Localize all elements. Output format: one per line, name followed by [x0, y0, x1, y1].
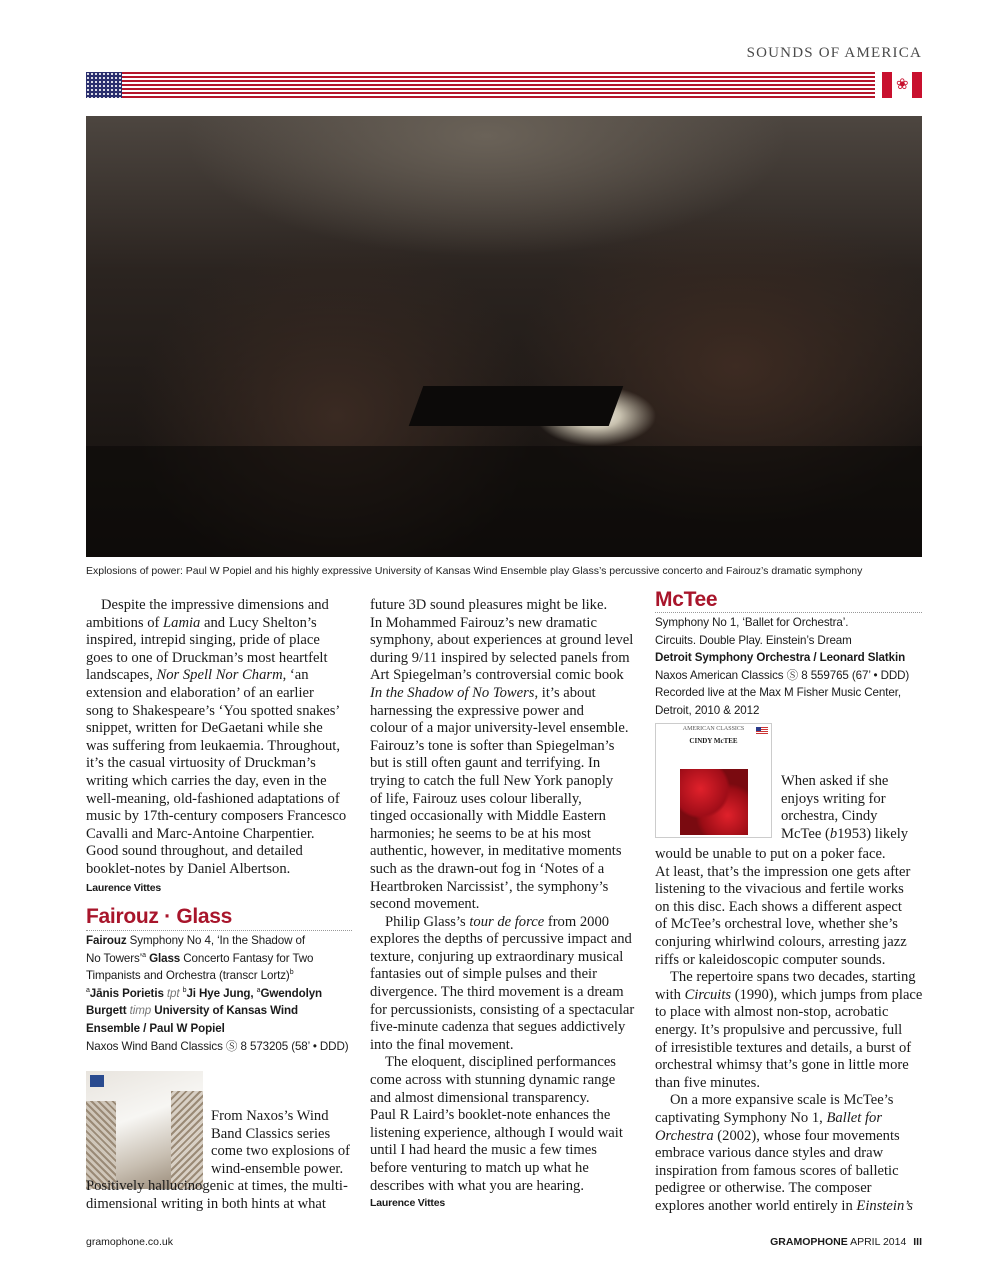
text-line: [86, 808, 346, 826]
italic-text: Nor Spell Nor Charm: [156, 667, 283, 684]
fairouz-album-cover: [86, 1071, 203, 1189]
text-line: [655, 934, 922, 952]
text: of irresistible textures and details, a burst of: [655, 1039, 912, 1056]
bold-text: University of Kansas Wind: [154, 1004, 298, 1018]
text: enjoys writing for: [781, 790, 886, 807]
review-paragraph: [370, 1054, 634, 1195]
text-line: [655, 969, 922, 987]
text: (2002), whose four movements: [713, 1127, 900, 1144]
us-flag-stripes: [86, 72, 875, 98]
text: Paul R Laird’s booklet-note enhances the: [370, 1107, 611, 1124]
text: harmonies; he seems to be at his most: [370, 825, 591, 842]
text: and almost dimensional transparency.: [370, 1089, 590, 1106]
text-line: [370, 703, 634, 721]
text: Symphony No 4, ‘In the Shadow of: [126, 934, 305, 947]
reviewer-byline: Laurence Vittes: [370, 1197, 446, 1210]
italic-text: Circuits: [684, 986, 732, 1003]
text-line: [370, 685, 634, 703]
text-line: [86, 738, 346, 756]
text: Cavalli and Marc-Antoine Charpentier.: [86, 825, 315, 842]
text: of life, Fairouz uses colour liberally,: [370, 790, 582, 807]
italic-text: Einstein’s: [856, 1197, 913, 1214]
text-line: [655, 1040, 922, 1058]
text: listening to the vivacious and fertile works: [655, 881, 904, 898]
text: energy. It’s propulsive and percussive, full: [655, 1021, 903, 1038]
review-heading-fairouz-glass: Fairouz · Glass: [86, 905, 233, 928]
text: well-meaning, old-fashioned adaptations of: [86, 790, 340, 807]
superscript: b: [289, 969, 294, 977]
text-line: [655, 614, 909, 632]
text: dimensional writing in both hints at what: [86, 1195, 326, 1212]
text: Positively hallucinogenic at times, the multi-: [86, 1178, 348, 1194]
text-line: [655, 1145, 922, 1163]
text: embrace various dance styles and draw: [655, 1145, 884, 1162]
text-line: [370, 1037, 634, 1055]
text: describes with what you are hearing.: [370, 1177, 584, 1194]
text-line: [370, 1178, 634, 1196]
text: , ‘an: [282, 667, 309, 684]
text: second movement.: [370, 896, 480, 913]
text: The eloquent, disciplined performances: [385, 1054, 616, 1071]
text: Naxos American Classics Ⓢ 8 559765 (67’ • DDD): [655, 668, 910, 682]
text-line: [655, 649, 909, 667]
text: wind-ensemble power.: [211, 1160, 344, 1177]
text: during 9/11 inspired by selected panels from: [370, 649, 630, 666]
text-line: [655, 987, 922, 1005]
text: music by 17th-century composers Francesco: [86, 808, 347, 825]
text: ambitions of: [86, 614, 164, 631]
text: was suffering from leukaemia. Throughout,: [86, 737, 340, 754]
text-line: [86, 632, 346, 650]
reviewer-byline: Laurence Vittes: [86, 882, 162, 894]
text: Band Classics series: [211, 1125, 331, 1142]
text-line: [86, 720, 346, 738]
instrument-abbrev: timp: [129, 1004, 152, 1018]
text-line: [655, 1198, 922, 1216]
text-line: [370, 1107, 634, 1125]
text: it’s the casual virtuosity of Druckman’s: [86, 755, 316, 772]
italic-text: In the Shadow of No Towers: [370, 684, 535, 701]
review-paragraph-wrapped: [781, 773, 908, 843]
text-line: [655, 667, 909, 685]
review-paragraph: [86, 597, 346, 879]
text: symphony, about experiences at ground level: [370, 632, 634, 649]
text-line: [370, 879, 634, 897]
page-number: III: [913, 1236, 922, 1248]
bold-text: Gwendolyn: [260, 986, 323, 1000]
text-line: [655, 684, 909, 702]
italic-text: Ballet for: [826, 1109, 883, 1126]
bold-text: Fairouz: [86, 934, 127, 947]
text: with: [655, 986, 685, 1003]
instrument-abbrev: tpt: [166, 986, 180, 1000]
text-line: [781, 808, 908, 826]
text-line: [655, 1075, 922, 1093]
text-line: [370, 738, 634, 756]
text: until I had heard the music a few times: [370, 1142, 597, 1159]
text-line: [655, 864, 922, 882]
text: explores another world entirely in: [655, 1197, 857, 1214]
us-flag-canton-icon: [86, 72, 122, 98]
text: such as the drawn-out fog in ‘Notes of a: [370, 860, 605, 877]
text: When asked if she: [781, 773, 889, 789]
text: tinged occasionally with Middle Eastern: [370, 808, 606, 825]
text-line: [86, 826, 346, 844]
review-heading-mctee: McTee: [655, 588, 718, 611]
text: Naxos Wind Band Classics Ⓢ 8 573205 (58’ • DDD): [86, 1039, 349, 1053]
text-line: [86, 1002, 348, 1020]
text: Good sound throughout, and detailed: [86, 843, 303, 860]
superscript: b: [182, 986, 187, 994]
text: conjuring whirlwind colours, arresting jazz: [655, 933, 907, 950]
text: riffs or kaleidoscopic computer sounds.: [655, 951, 886, 968]
text: explores the depths of percussive impact and: [370, 931, 632, 948]
text: booklet-notes by Daniel Albertson.: [86, 860, 291, 877]
text-line: [655, 1180, 922, 1198]
text: Art Spiegelman’s controversial comic book: [370, 667, 624, 684]
text: texture, conjuring up extraordinary musical: [370, 948, 624, 965]
text: harnessing the expressive power and: [370, 702, 584, 719]
text: Detroit, 2010 & 2012: [655, 703, 760, 717]
text-line: [370, 931, 634, 949]
text-line: [211, 1108, 350, 1126]
text-line: [655, 916, 922, 934]
section-title: SOUNDS OF AMERICA: [746, 45, 922, 61]
text-line: [370, 1125, 634, 1143]
text-line: [86, 1020, 348, 1038]
text: song to Shakespeare’s ‘You spotted snakes’: [86, 702, 341, 719]
bold-text: Ji Hye Jung,: [186, 986, 257, 1000]
text-line: [655, 952, 922, 970]
text-line: [370, 914, 634, 932]
text-line: [86, 1178, 348, 1196]
text: would be unable to put on a poker face.: [655, 846, 886, 862]
text-line: [370, 966, 634, 984]
text: inspiration from famous scores of balletic: [655, 1162, 899, 1179]
text-line: [370, 861, 634, 879]
text-line: [370, 667, 634, 685]
text-line: [211, 1161, 350, 1179]
text-line: [370, 896, 634, 914]
text-line: [370, 1019, 634, 1037]
canadian-flag-icon: ❀: [882, 72, 922, 98]
text-line: [655, 1163, 922, 1181]
text-line: [86, 985, 348, 1003]
text: Despite the impressive dimensions and: [101, 597, 329, 613]
text-line: [86, 667, 346, 685]
text: Circuits. Double Play. Einstein’s Dream: [655, 633, 852, 647]
text-line: [370, 1090, 634, 1108]
text-line: [370, 843, 634, 861]
text: 1953) likely: [837, 825, 909, 842]
text: future 3D sound pleasures might be like.: [370, 597, 608, 613]
review-paragraph: [655, 969, 922, 1092]
text-line: [370, 773, 634, 791]
text: inspired, intrepid singing, pride of place: [86, 632, 320, 649]
text-line: [655, 1110, 922, 1128]
text-line: [655, 1022, 922, 1040]
bold-text: Burgett: [86, 1004, 127, 1018]
footer-folio: [770, 1236, 922, 1248]
text: and Lucy Shelton’s: [200, 614, 317, 631]
text-line: [86, 773, 346, 791]
heading-divider: [86, 930, 352, 931]
text: Symphony No 1, ‘Ballet for Orchestra’.: [655, 616, 849, 629]
cover-series: AMERICAN CLASSICS: [682, 726, 745, 732]
text: goes to one of Druckman’s most heartfelt: [86, 649, 328, 666]
text-line: [86, 597, 346, 615]
footer-site: gramophone.co.uk: [86, 1236, 173, 1248]
text: on this disc. Each shows a different aspect: [655, 898, 902, 915]
text-line: [370, 949, 634, 967]
text-line: [370, 1142, 634, 1160]
text: The repertoire spans two decades, starting: [670, 969, 916, 986]
text: Concerto Fantasy for Two: [180, 951, 314, 965]
text-line: [211, 1126, 350, 1144]
text-line: [86, 685, 346, 703]
text: authentic, however, in meditative moments: [370, 843, 622, 860]
text: of McTee’s orchestral love, whether she’s: [655, 916, 898, 933]
text-line: [370, 791, 634, 809]
text: From Naxos’s Wind: [211, 1108, 329, 1124]
footer-issue: APRIL 2014: [850, 1236, 907, 1248]
text-line: [370, 1002, 634, 1020]
fairouz-headnote: [86, 932, 348, 1055]
text-line: [86, 967, 348, 985]
superscript: a: [142, 951, 146, 959]
text: , it’s about: [534, 684, 596, 701]
text-line: [211, 1143, 350, 1161]
text: (1990), which jumps from place: [731, 986, 923, 1003]
text-line: [86, 703, 346, 721]
text: listening experience, although I would wait: [370, 1124, 623, 1141]
text-line: [370, 632, 634, 650]
review-paragraph: [655, 1092, 922, 1215]
italic-text: tour de force: [469, 913, 545, 930]
review-paragraph: [370, 597, 634, 914]
text: than five minutes.: [655, 1074, 760, 1091]
text: for percussionists, consisting of a spectacular: [370, 1001, 635, 1018]
text-line: [655, 1004, 922, 1022]
text-line: [370, 1160, 634, 1178]
italic-text: Lamia: [163, 614, 201, 631]
text-line: [86, 755, 346, 773]
text: colour of a major university-level ensemble.: [370, 720, 629, 737]
text-line: [655, 702, 909, 720]
text: into the final movement.: [370, 1036, 514, 1053]
text-line: [370, 984, 634, 1002]
text: captivating Symphony No 1,: [655, 1109, 827, 1126]
text: divergence. The third movement is a dream: [370, 984, 624, 1001]
superscript: a: [256, 986, 261, 994]
text-line: [86, 791, 346, 809]
text: writing which carries the day, even in the: [86, 772, 327, 789]
text-line: [370, 826, 634, 844]
review-paragraph-wrapped: [211, 1108, 350, 1178]
review-paragraph: [655, 846, 922, 969]
text-line: [370, 1072, 634, 1090]
text: extension and elaboration’ of an earlier: [86, 684, 314, 701]
text-line: [655, 1092, 922, 1110]
text-line: [86, 1038, 348, 1056]
superscript: a: [86, 986, 90, 994]
text-line: [781, 791, 908, 809]
italic-text: Orchestra: [655, 1127, 714, 1144]
text-line: [86, 950, 348, 968]
text: On a more expansive scale is McTee’s: [670, 1092, 894, 1109]
text-line: [86, 615, 346, 633]
review-paragraph: [370, 914, 634, 1055]
text: pedigree or otherwise. The composer: [655, 1180, 872, 1197]
text: No Towers’: [86, 951, 143, 965]
text: snippet, written for DeGaetani while she: [86, 720, 323, 737]
text-line: [655, 846, 922, 864]
text-line: [370, 597, 634, 615]
text: trying to catch the full New York panoply: [370, 772, 614, 789]
text: come two explosions of: [211, 1143, 351, 1160]
text-line: [370, 720, 634, 738]
text: Timpanists and Orchestra (transcr Lortz): [86, 969, 290, 983]
text-line: [370, 615, 634, 633]
text: come across with stunning dynamic range: [370, 1072, 616, 1089]
photo-caption: Explosions of power: Paul W Popiel and his highly expressive University of Kansas Wind Ensemble play Glass’s percussive concerto and Fairouz’s dramatic symphony: [86, 565, 863, 577]
text-line: [86, 861, 346, 879]
bold-text: Ensemble / Paul W Popiel: [86, 1021, 225, 1035]
footer-magazine: GRAMOPHONE: [770, 1236, 848, 1248]
text: fantasies out of simple pulses and their: [370, 966, 597, 983]
text: but is still often gaunt and terrifying. In: [370, 755, 601, 772]
text: to place with almost non-stop, acrobatic: [655, 1004, 889, 1021]
text-line: [655, 881, 922, 899]
text: orchestral whimsy that’s gone in little more: [655, 1057, 909, 1074]
text-line: [86, 932, 348, 950]
text: In Mohammed Fairouz’s new dramatic: [370, 614, 597, 631]
text-line: [781, 773, 908, 791]
text-line: [370, 1054, 634, 1072]
text: five-minute cadenza that segues addictively: [370, 1019, 626, 1036]
text: Heartbroken Narcissist’, the symphony’s: [370, 878, 609, 895]
text-line: [86, 650, 346, 668]
bold-text: Detroit Symphony Orchestra / Leonard Slatkin: [655, 651, 906, 665]
text: from 2000: [544, 913, 610, 930]
text-line: [655, 899, 922, 917]
mctee-album-cover: [655, 723, 772, 838]
text-line: [86, 1196, 348, 1214]
text-line: [86, 843, 346, 861]
text: McTee (: [781, 825, 830, 842]
text-line: [655, 632, 909, 650]
text-line: [781, 826, 908, 844]
heading-divider: [655, 612, 922, 613]
review-paragraph: [86, 1178, 348, 1213]
bold-text: Jānis Porietis: [89, 986, 164, 1000]
text: before venturing to match up what he: [370, 1160, 589, 1176]
text-line: [655, 1057, 922, 1075]
text-line: [655, 1128, 922, 1146]
text-line: [370, 650, 634, 668]
bold-text: Glass: [149, 951, 181, 965]
text: Recorded live at the Max M Fisher Music Center,: [655, 686, 901, 700]
mctee-headnote: [655, 614, 909, 720]
text: orchestra, Cindy: [781, 808, 878, 825]
italic-text: b: [829, 825, 838, 842]
concert-photo: [86, 116, 922, 557]
text-line: [370, 808, 634, 826]
cover-composer: CINDY McTEE: [689, 737, 738, 745]
text: Philip Glass’s: [385, 913, 470, 930]
text: At least, that’s the impression one gets after: [655, 863, 911, 880]
text: landscapes,: [86, 667, 157, 684]
text-line: [370, 755, 634, 773]
text: Fairouz’s tone is softer than Spiegelman’s: [370, 737, 615, 754]
